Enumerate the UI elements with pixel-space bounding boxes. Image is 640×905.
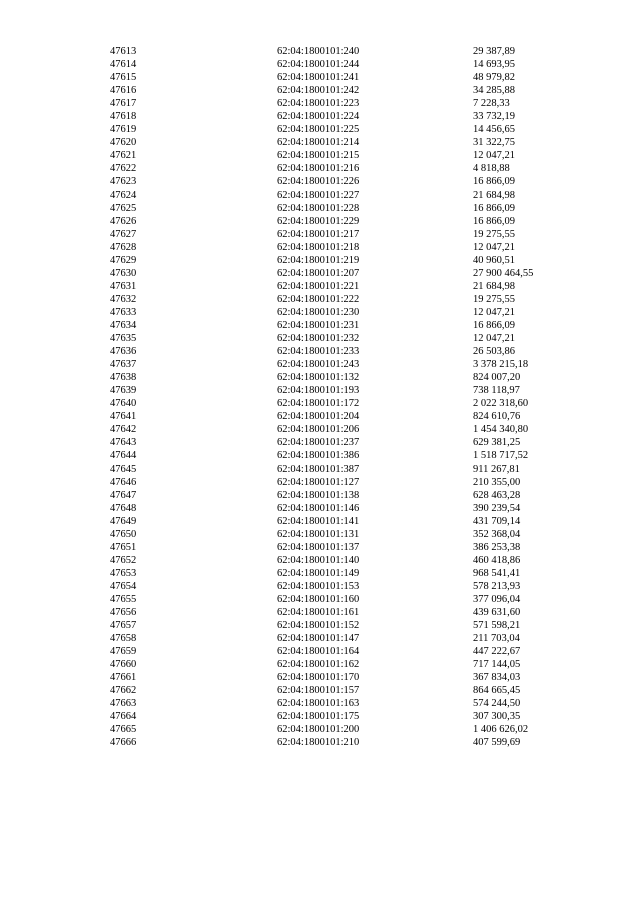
cadastral-number-cell: 62:04:1800101:233 <box>277 346 360 358</box>
cadastral-value-cell: 824 007,20 <box>473 372 521 384</box>
table-row <box>110 632 590 645</box>
cadastral-number-cell: 62:04:1800101:214 <box>277 137 360 149</box>
row-number-cell: 47659 <box>110 646 137 658</box>
cadastral-number-cell: 62:04:1800101:221 <box>277 280 360 292</box>
cadastral-number-cell: 62:04:1800101:132 <box>277 372 360 384</box>
row-number-cell: 47650 <box>110 528 137 540</box>
table-row <box>110 697 590 710</box>
row-number-cell: 47664 <box>110 711 137 723</box>
cadastral-number-cell: 62:04:1800101:231 <box>277 319 360 331</box>
cadastral-number-cell: 62:04:1800101:153 <box>277 580 360 592</box>
table-row <box>110 567 590 580</box>
table-row <box>110 723 590 736</box>
row-number-cell: 47620 <box>110 137 137 149</box>
table-row <box>110 45 590 58</box>
cadastral-value-cell: 717 144,05 <box>473 659 521 671</box>
table-row <box>110 593 590 606</box>
cadastral-number-cell: 62:04:1800101:206 <box>277 424 360 436</box>
row-number-cell: 47625 <box>110 202 137 214</box>
row-number-cell: 47641 <box>110 411 137 423</box>
cadastral-number-cell: 62:04:1800101:137 <box>277 541 360 553</box>
cadastral-value-cell: 27 900 464,55 <box>473 267 534 279</box>
cadastral-value-cell: 1 454 340,80 <box>473 424 529 436</box>
row-number-cell: 47635 <box>110 333 137 345</box>
cadastral-value-cell: 48 979,82 <box>473 72 515 84</box>
table-row <box>110 332 590 345</box>
table-row <box>110 658 590 671</box>
table-row <box>110 580 590 593</box>
cadastral-number-cell: 62:04:1800101:146 <box>277 502 360 514</box>
table-row <box>110 136 590 149</box>
cadastral-number-cell: 62:04:1800101:232 <box>277 333 360 345</box>
cadastral-value-cell: 16 866,09 <box>473 319 515 331</box>
cadastral-value-cell: 824 610,76 <box>473 411 521 423</box>
cadastral-number-cell: 62:04:1800101:387 <box>277 463 360 475</box>
table-row <box>110 84 590 97</box>
cadastral-value-cell: 211 703,04 <box>473 633 520 645</box>
cadastral-value-cell: 386 253,38 <box>473 541 521 553</box>
row-number-cell: 47646 <box>110 476 137 488</box>
row-number-cell: 47628 <box>110 241 137 253</box>
row-number-cell: 47637 <box>110 359 137 371</box>
cadastral-value-cell: 16 866,09 <box>473 215 515 227</box>
cadastral-value-cell: 629 381,25 <box>473 437 521 449</box>
cadastral-value-cell: 1 518 717,52 <box>473 450 529 462</box>
cadastral-value-cell: 3 378 215,18 <box>473 359 529 371</box>
row-number-cell: 47626 <box>110 215 137 227</box>
row-number-cell: 47660 <box>110 659 137 671</box>
row-number-cell: 47613 <box>110 46 137 57</box>
row-number-cell: 47624 <box>110 189 137 201</box>
row-number-cell: 47617 <box>110 98 137 110</box>
cadastral-value-cell: 16 866,09 <box>473 202 515 214</box>
table-row <box>110 215 590 228</box>
cadastral-value-cell: 40 960,51 <box>473 254 515 266</box>
row-number-cell: 47622 <box>110 163 137 175</box>
cadastral-value-cell: 574 244,50 <box>473 698 521 710</box>
cadastral-number-cell: 62:04:1800101:149 <box>277 567 360 579</box>
table-row <box>110 71 590 84</box>
cadastral-number-cell: 62:04:1800101:193 <box>277 385 360 397</box>
cadastral-number-cell: 62:04:1800101:200 <box>277 724 360 736</box>
row-number-cell: 47623 <box>110 176 137 188</box>
cadastral-number-cell: 62:04:1800101:175 <box>277 711 360 723</box>
table-row <box>110 384 590 397</box>
cadastral-number-cell: 62:04:1800101:219 <box>277 254 360 266</box>
row-number-cell: 47631 <box>110 280 137 292</box>
cadastral-number-cell: 62:04:1800101:224 <box>277 111 360 123</box>
cadastral-value-cell: 19 275,55 <box>473 228 515 240</box>
cadastral-number-cell: 62:04:1800101:228 <box>277 202 360 214</box>
row-number-cell: 47639 <box>110 385 137 397</box>
cadastral-number-cell: 62:04:1800101:163 <box>277 698 360 710</box>
cadastral-value-cell: 14 456,65 <box>473 124 515 136</box>
cadastral-value-cell: 578 213,93 <box>473 580 521 592</box>
cadastral-number-cell: 62:04:1800101:127 <box>277 476 360 488</box>
row-number-cell: 47638 <box>110 372 137 384</box>
table-row <box>110 254 590 267</box>
row-number-cell: 47662 <box>110 685 137 697</box>
cadastral-number-cell: 62:04:1800101:237 <box>277 437 360 449</box>
cadastral-number-cell: 62:04:1800101:226 <box>277 176 360 188</box>
row-number-cell: 47619 <box>110 124 137 136</box>
table-row <box>110 319 590 332</box>
table-row <box>110 358 590 371</box>
table-row <box>110 554 590 567</box>
row-number-cell: 47633 <box>110 306 137 318</box>
cadastral-number-cell: 62:04:1800101:229 <box>277 215 360 227</box>
cadastral-value-cell: 12 047,21 <box>473 306 515 318</box>
cadastral-number-cell: 62:04:1800101:241 <box>277 72 360 84</box>
cadastral-value-cell: 390 239,54 <box>473 502 521 514</box>
cadastral-number-cell: 62:04:1800101:243 <box>277 359 360 371</box>
cadastral-number-cell: 62:04:1800101:164 <box>277 646 360 658</box>
table-row <box>110 306 590 319</box>
row-number-cell: 47652 <box>110 554 137 566</box>
cadastral-value-cell: 377 096,04 <box>473 593 521 605</box>
cadastral-value-cell: 4 818,88 <box>473 163 510 175</box>
row-number-cell: 47618 <box>110 111 137 123</box>
cadastral-value-cell: 12 047,21 <box>473 150 515 162</box>
cadastral-number-cell: 62:04:1800101:141 <box>277 515 360 527</box>
table-row <box>110 502 590 515</box>
row-number-cell: 47645 <box>110 463 137 475</box>
cadastral-number-cell: 62:04:1800101:227 <box>277 189 360 201</box>
cadastral-number-cell: 62:04:1800101:172 <box>277 398 360 410</box>
cadastral-number-cell: 62:04:1800101:223 <box>277 98 360 110</box>
cadastral-value-cell: 439 631,60 <box>473 607 521 619</box>
row-number-cell: 47636 <box>110 346 137 358</box>
table-row <box>110 541 590 554</box>
table-row <box>110 645 590 658</box>
row-number-cell: 47654 <box>110 580 137 592</box>
row-number-cell: 47657 <box>110 620 137 632</box>
row-number-cell: 47629 <box>110 254 137 266</box>
row-number-cell: 47630 <box>110 267 137 279</box>
cadastral-value-cell: 21 684,98 <box>473 280 515 292</box>
cadastral-number-cell: 62:04:1800101:207 <box>277 267 360 279</box>
cadastral-value-cell: 407 599,69 <box>473 737 521 749</box>
table-row <box>110 476 590 489</box>
cadastral-number-cell: 62:04:1800101:210 <box>277 737 360 749</box>
row-number-cell: 47647 <box>110 489 137 501</box>
table-row <box>110 710 590 723</box>
table-row <box>110 189 590 202</box>
cadastral-number-cell: 62:04:1800101:242 <box>277 85 360 97</box>
table-row <box>110 684 590 697</box>
cadastral-value-cell: 210 355,00 <box>473 476 521 488</box>
cadastral-number-cell: 62:04:1800101:140 <box>277 554 360 566</box>
row-number-cell: 47632 <box>110 293 137 305</box>
table-row <box>110 162 590 175</box>
cadastral-value-cell: 307 300,35 <box>473 711 521 723</box>
cadastral-value-cell: 29 387,89 <box>473 46 515 57</box>
table-row <box>110 293 590 306</box>
table-row <box>110 280 590 293</box>
cadastral-number-cell: 62:04:1800101:244 <box>277 59 360 71</box>
table-row <box>110 619 590 632</box>
table-row <box>110 528 590 541</box>
table-row <box>110 463 590 476</box>
cadastral-number-cell: 62:04:1800101:225 <box>277 124 360 136</box>
cadastral-value-cell: 911 267,81 <box>473 463 520 475</box>
cadastral-number-cell: 62:04:1800101:138 <box>277 489 360 501</box>
cadastral-value-cell: 7 228,33 <box>473 98 510 110</box>
row-number-cell: 47649 <box>110 515 137 527</box>
table-row <box>110 202 590 215</box>
cadastral-value-cell: 26 503,86 <box>473 346 515 358</box>
cadastral-value-cell: 16 866,09 <box>473 176 515 188</box>
cadastral-value-cell: 34 285,88 <box>473 85 515 97</box>
cadastral-value-cell: 431 709,14 <box>473 515 521 527</box>
row-number-cell: 47627 <box>110 228 137 240</box>
table-row <box>110 123 590 136</box>
cadastral-number-cell: 62:04:1800101:147 <box>277 633 360 645</box>
table-row <box>110 97 590 110</box>
table-row <box>110 58 590 71</box>
table-row <box>110 489 590 502</box>
cadastral-value-cell: 738 118,97 <box>473 385 520 397</box>
table-row <box>110 423 590 436</box>
row-number-cell: 47615 <box>110 72 137 84</box>
cadastral-number-cell: 62:04:1800101:204 <box>277 411 360 423</box>
row-number-cell: 47621 <box>110 150 137 162</box>
table-row <box>110 241 590 254</box>
row-number-cell: 47648 <box>110 502 137 514</box>
row-number-cell: 47634 <box>110 319 137 331</box>
table-row <box>110 228 590 241</box>
cadastral-value-cell: 21 684,98 <box>473 189 515 201</box>
cadastral-value-cell: 367 834,03 <box>473 672 521 684</box>
table-row <box>110 267 590 280</box>
cadastral-number-cell: 62:04:1800101:217 <box>277 228 360 240</box>
cadastral-value-cell: 12 047,21 <box>473 333 515 345</box>
cadastral-value-cell: 460 418,86 <box>473 554 521 566</box>
table-row <box>110 515 590 528</box>
cadastral-number-cell: 62:04:1800101:386 <box>277 450 360 462</box>
cadastral-number-cell: 62:04:1800101:160 <box>277 593 360 605</box>
table-row <box>110 175 590 188</box>
row-number-cell: 47665 <box>110 724 137 736</box>
row-number-cell: 47651 <box>110 541 137 553</box>
row-number-cell: 47614 <box>110 59 137 71</box>
row-number-cell: 47642 <box>110 424 137 436</box>
row-number-cell: 47658 <box>110 633 137 645</box>
cadastral-value-cell: 968 541,41 <box>473 567 521 579</box>
cadastral-number-cell: 62:04:1800101:152 <box>277 620 360 632</box>
cadastral-number-cell: 62:04:1800101:161 <box>277 607 360 619</box>
row-number-cell: 47656 <box>110 607 137 619</box>
cadastral-number-cell: 62:04:1800101:131 <box>277 528 360 540</box>
row-number-cell: 47666 <box>110 737 137 749</box>
cadastral-number-cell: 62:04:1800101:222 <box>277 293 360 305</box>
row-number-cell: 47644 <box>110 450 137 462</box>
table-row <box>110 149 590 162</box>
table-row <box>110 110 590 123</box>
table-row <box>110 671 590 684</box>
cadastral-number-cell: 62:04:1800101:216 <box>277 163 360 175</box>
cadastral-number-cell: 62:04:1800101:230 <box>277 306 360 318</box>
row-number-cell: 47653 <box>110 567 137 579</box>
cadastral-value-cell: 33 732,19 <box>473 111 515 123</box>
cadastral-value-cell: 12 047,21 <box>473 241 515 253</box>
table-row <box>110 397 590 410</box>
cadastral-value-table <box>110 45 590 750</box>
row-number-cell: 47661 <box>110 672 137 684</box>
table-row <box>110 436 590 449</box>
table-row <box>110 449 590 462</box>
cadastral-number-cell: 62:04:1800101:215 <box>277 150 360 162</box>
table-row <box>110 410 590 423</box>
table-row <box>110 606 590 619</box>
cadastral-value-cell: 1 406 626,02 <box>473 724 529 736</box>
table-row <box>110 345 590 358</box>
row-number-cell: 47643 <box>110 437 137 449</box>
row-number-cell: 47616 <box>110 85 137 97</box>
cadastral-number-cell: 62:04:1800101:218 <box>277 241 360 253</box>
cadastral-number-cell: 62:04:1800101:157 <box>277 685 360 697</box>
cadastral-number-cell: 62:04:1800101:240 <box>277 46 360 57</box>
cadastral-value-cell: 352 368,04 <box>473 528 521 540</box>
cadastral-value-cell: 2 022 318,60 <box>473 398 529 410</box>
cadastral-value-cell: 447 222,67 <box>473 646 521 658</box>
cadastral-value-cell: 14 693,95 <box>473 59 515 71</box>
cadastral-number-cell: 62:04:1800101:170 <box>277 672 360 684</box>
cadastral-value-cell: 19 275,55 <box>473 293 515 305</box>
cadastral-value-cell: 864 665,45 <box>473 685 521 697</box>
row-number-cell: 47655 <box>110 593 137 605</box>
row-number-cell: 47640 <box>110 398 137 410</box>
cadastral-value-cell: 628 463,28 <box>473 489 521 501</box>
cadastral-value-cell: 31 322,75 <box>473 137 515 149</box>
table-row <box>110 371 590 384</box>
row-number-cell: 47663 <box>110 698 137 710</box>
cadastral-number-cell: 62:04:1800101:162 <box>277 659 360 671</box>
cadastral-value-cell: 571 598,21 <box>473 620 521 632</box>
table-row <box>110 736 590 749</box>
